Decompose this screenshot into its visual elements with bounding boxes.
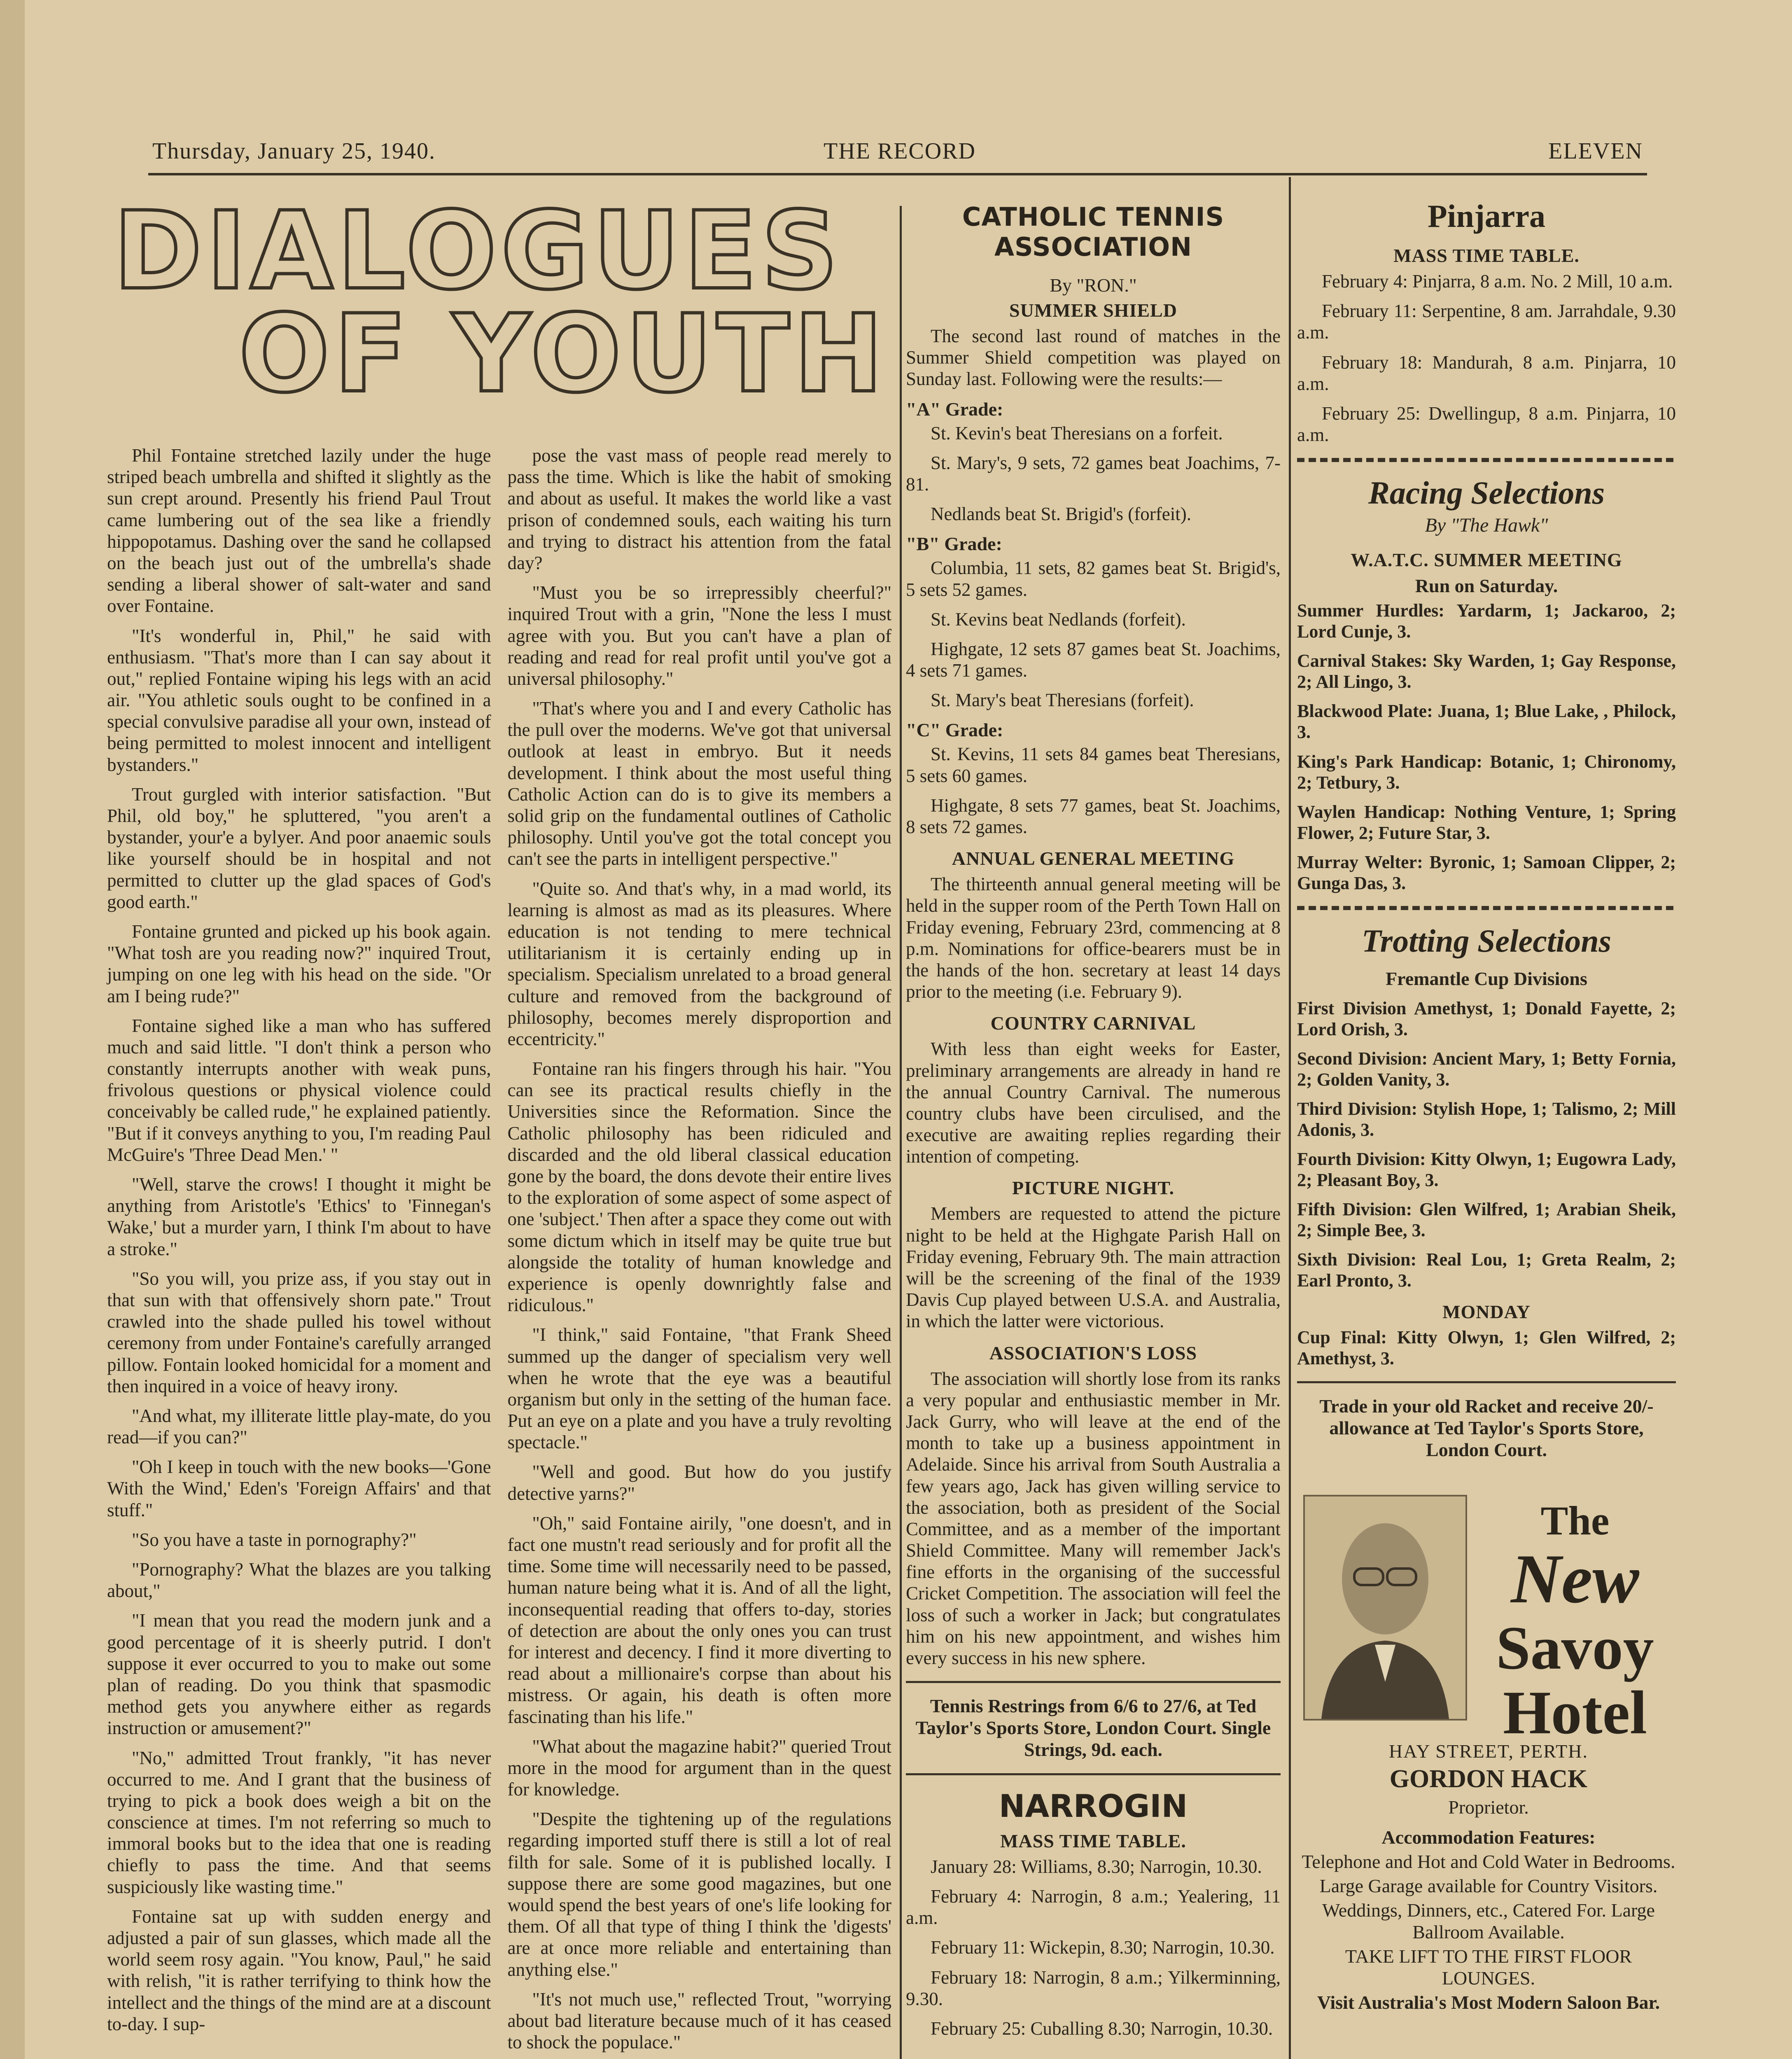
masthead-title: THE RECORD bbox=[824, 138, 976, 164]
picture-night-text: Members are requested to attend the picture night to be held at the Highgate Parish Hall on Friday evening, February 9th. The main attraction will be the screening of the final of the 1939 Davis Cup played between U.S.A. and Australia, in which the latter were victorious. bbox=[906, 1203, 1281, 1332]
paragraph: "Despite the tightening up of the regulations regarding imported stuff there is still a lot of real filth for sale. Some of it is published locally. I suppose there are some good magazines, but one would spend the best years of one's life looking for them. Of all that type of thing I think the 'digests' are at once more reliable and entertaining than anything else." bbox=[507, 1809, 891, 1980]
mass-time-line: February 4: Pinjarra, 8 a.m. No. 2 Mill, 10 a.m. bbox=[1322, 271, 1673, 292]
selection-line: Carnival Stakes: Sky Warden, 1; Gay Response, 2; All Lingo, 3. bbox=[1297, 651, 1676, 692]
selection-line: King's Park Handicap: Botanic, 1; Chironomy, 2; Tetbury, 3. bbox=[1297, 751, 1676, 793]
agm-heading: ANNUAL GENERAL MEETING bbox=[952, 848, 1235, 869]
paragraph: Fontaine grunted and picked up his book again. "What tosh are you reading now?" inquired Trout, jumping on one leg with his head on the side. "Or am I being rude?" bbox=[107, 921, 491, 1006]
divider bbox=[1297, 1381, 1676, 1383]
hotel-feature: TAKE LIFT TO THE FIRST FLOOR LOUNGES. bbox=[1345, 1946, 1632, 1989]
selection-line: Second Division: Ancient Mary, 1; Betty Fornia, 2; Golden Vanity, 3. bbox=[1297, 1048, 1676, 1090]
loss-text: The association will shortly lose from its ranks a very popular and enthusiastic member in Mr. Jack Gurry, who will leave at the end of the month to take up a business appointment in Adelaide. Since his arrival from South Australia a few years ago, Jack has given willing service to the association, both as president of the Social Committee, and as a member of the important Shield Committee. Many will remember Jack's fine efforts in the organising of the successful Cricket Competition. The association will feel the loss of such a worker in Jack; but congratulates him on his new appointment, and wishes him every success in his new sphere. bbox=[906, 1368, 1281, 1668]
loss-heading: ASSOCIATION'S LOSS bbox=[989, 1342, 1197, 1363]
selection-line: Third Division: Stylish Hope, 1; Talismo, 2; Mill Adonis, 3. bbox=[1297, 1098, 1676, 1140]
paragraph: "Oh I keep in touch with the new books—'Gone With the Wind,' Eden's 'Foreign Affairs' and that stuff." bbox=[107, 1457, 491, 1520]
mass-time-line: February 11: Wickepin, 8.30; Narrogin, 10.30. bbox=[931, 1937, 1275, 1958]
dialogues-right-column bbox=[508, 445, 892, 2059]
grade-c-label: "C" Grade: bbox=[906, 719, 1003, 741]
narrogin-subheading: MASS TIME TABLE. bbox=[1000, 1830, 1186, 1851]
hotel-name-savoy: Savoy bbox=[1496, 1613, 1654, 1682]
result-line: St. Mary's, 9 sets, 72 games beat Joachims, 7-81. bbox=[906, 452, 1281, 495]
paragraph: pose the vast mass of people read merely to pass the time. Which is like the habit of smoking and about as useful. It makes the world like a vast prison of condemned souls, each waiting his turn and trying to distract his attention from the fatal day? bbox=[507, 445, 891, 573]
racing-heading: Racing Selections bbox=[1368, 475, 1605, 511]
carnival-text: With less than eight weeks for Easter, preliminary arrangements are already in hand re the annual Country Carnival. The numerous country clubs have been circulised, and the executive are awaiting replies regarding their intention of competing. bbox=[906, 1039, 1281, 1167]
result-line: St. Kevin's beat Theresians on a forfeit. bbox=[931, 423, 1223, 444]
summer-shield-intro: The second last round of matches in the Summer Shield competition was played on Sunday last. Following were the results:— bbox=[906, 326, 1281, 390]
racing-byline: By "The Hawk" bbox=[1425, 514, 1548, 537]
masthead-page-number: ELEVEN bbox=[1548, 138, 1643, 164]
paragraph: "So you have a taste in pornography?" bbox=[132, 1529, 417, 1550]
paragraph: "That's where you and I and every Catholic has the pull over the moderns. We've got that universal outlook at least in embryo. But it needs development. I think about the most useful thing Catholic Action can do is to give its members a solid grip on the fundamental outlines of Catholic philosophy. Until you've got the total concept you can't see the parts in intelligent perspective." bbox=[507, 698, 891, 869]
result-line: Highgate, 12 sets 87 games beat St. Joachims, 4 sets 71 games. bbox=[906, 638, 1281, 681]
divider bbox=[1297, 906, 1676, 910]
proprietor-portrait bbox=[1303, 1495, 1467, 1721]
selection-line: Fifth Division: Glen Wilfred, 1; Arabian Sheik, 2; Simple Bee, 3. bbox=[1297, 1199, 1676, 1240]
result-line: St. Kevins, 11 sets 84 games beat Theresians, 5 sets 60 games. bbox=[906, 744, 1281, 786]
paragraph: "Well, starve the crows! I thought it might be anything from Aristotle's 'Ethics' to 'Finnegan's Wake,' but a murder yarn, I think I'm about to have a stroke." bbox=[107, 1174, 491, 1259]
paragraph: "Oh," said Fontaine airily, "one doesn't, and in fact one mustn't read seriously and for profit all the time. Some time will necessarily need to be passed, human nature being what it is. And of all the light, inconsequential reading that offers to-day, stories of detection are about the only ones you can trust for interest and decency. I find it more diverting to read about a millionaire's corpse than about his mistress. Or again, his death is often more fascinating than his life." bbox=[507, 1513, 891, 1727]
hotel-proprietor-label: Proprietor. bbox=[1448, 1797, 1529, 1818]
paragraph: "Well and good. But how do you justify detective yarns?" bbox=[507, 1461, 891, 1504]
hotel-feature: Telephone and Hot and Cold Water in Bedrooms. bbox=[1302, 1851, 1675, 1872]
paragraph: Trout gurgled with interior satisfaction. "But Phil, old boy," he spluttered, "you aren't a bystander, your'e a bylyer. And poor anaemic souls like yourself should be in hospital and not permitted to clutter up the glad spaces of God's good earth." bbox=[107, 784, 491, 912]
agm-text: The thirteenth annual general meeting will be held in the supper room of the Perth Town Hall on Friday evening, February 23rd, commencing at 8 p.m. Nominations for office-bearers must be in the hands of the hon. secretary at least 14 days prior to the meeting (i.e. February 9). bbox=[906, 874, 1281, 1002]
selection-line: Murray Welter: Byronic, 1; Samoan Clipper, 2; Gunga Das, 3. bbox=[1297, 852, 1676, 893]
carnival-heading: COUNTRY CARNIVAL bbox=[990, 1013, 1196, 1034]
result-line: Nedlands beat St. Brigid's (forfeit). bbox=[931, 504, 1191, 525]
paragraph: "So you will, you prize ass, if you stay out in that sun with that offensively shorn pate." Trout crawled into the shade pulled his towel without ceremony from under Fontaine's carefully arranged pillow. Fontain looked homicidal for a moment and then inquired in a voice of heavy irony. bbox=[107, 1268, 491, 1396]
racket-ad: Trade in your old Racket and receive 20/- allowance at Ted Taylor's Sports Store, London Court. bbox=[1319, 1396, 1654, 1460]
mass-time-line: January 28: Williams, 8.30; Narrogin, 10.30. bbox=[931, 1856, 1262, 1877]
selection-line: Waylen Handicap: Nothing Venture, 1; Spring Flower, 2; Future Star, 3. bbox=[1297, 801, 1676, 843]
selection-line: Fourth Division: Kitty Olwyn, 1; Eugowra Lady, 2; Pleasant Boy, 3. bbox=[1297, 1149, 1676, 1190]
mass-time-line: February 4: Narrogin, 8 a.m.; Yealering, 11 a.m. bbox=[906, 1886, 1281, 1928]
divider bbox=[906, 1773, 1281, 1775]
result-line: Highgate, 8 sets 77 games, beat St. Joachims, 8 sets 72 games. bbox=[906, 795, 1281, 837]
mass-time-line: February 25: Dwellingup, 8 a.m. Pinjarra, 10 a.m. bbox=[1297, 403, 1676, 446]
paragraph: "It's wonderful in, Phil," he said with enthusiasm. "That's more than I can say about it out," replied Fontaine wiping his legs with an acid air. "You athletic souls ought to be confined in a special convulsive paradise all your own, instead of being permitted to molest innocent and intelligent bystanders." bbox=[107, 625, 491, 775]
paragraph: "Pornography? What the blazes are you talking about," bbox=[107, 1559, 491, 1601]
hotel-features-title: Accommodation Features: bbox=[1381, 1827, 1596, 1848]
hotel-name-new: New bbox=[1511, 1540, 1639, 1618]
paragraph: "What about the magazine habit?" queried Trout more in the mood for argument than in the quest for knowledge. bbox=[507, 1736, 891, 1800]
dialogues-left-column bbox=[107, 445, 491, 2059]
picture-night-heading: PICTURE NIGHT. bbox=[1012, 1177, 1174, 1199]
divider bbox=[1297, 458, 1676, 462]
pinjarra-heading: Pinjarra bbox=[1428, 198, 1545, 234]
narrogin-heading: NARROGIN bbox=[999, 1787, 1188, 1824]
result-line: St. Mary's beat Theresians (forfeit). bbox=[931, 690, 1194, 711]
paragraph: "No," admitted Trout frankly, "it has never occurred to me. And I grant that the business of trying to pick a book does weigh a bit on the conscience at times. I'm not referring so much to immoral books but to the idea that one is reading chiefly to pass the time. And that seems suspiciously like wasting time." bbox=[107, 1747, 491, 1897]
hotel-proprietor-name: GORDON HACK bbox=[1389, 1765, 1588, 1793]
hotel-feature: Large Garage available for Country Visitors. bbox=[1319, 1875, 1658, 1896]
selection-line: Summer Hurdles: Yardarm, 1; Jackaroo, 2; Lord Cunje, 3. bbox=[1297, 600, 1676, 642]
column-rule bbox=[900, 206, 902, 2059]
selection-line: Blackwood Plate: Juana, 1; Blue Lake, , Philock, 3. bbox=[1297, 701, 1676, 742]
result-line: Columbia, 11 sets, 82 games beat St. Brigid's, 5 sets 52 games. bbox=[906, 558, 1281, 600]
hotel-feature: Visit Australia's Most Modern Saloon Bar. bbox=[1317, 1992, 1660, 2013]
paragraph: "Must you be so irrepressibly cheerful?" inquired Trout with a grin, "None the less I must agree with you. But you can't have a plan of reading and read for real profit until you've got a universal philosophy." bbox=[507, 582, 891, 689]
tennis-column bbox=[906, 198, 1281, 2039]
hotel-name-the: The bbox=[1540, 1498, 1610, 1543]
hotel-feature: Weddings, Dinners, etc., Catered For. Large Ballroom Available. bbox=[1322, 1900, 1655, 1942]
racing-meeting: W.A.T.C. SUMMER MEETING bbox=[1351, 549, 1622, 571]
hotel-info bbox=[1299, 1738, 1678, 2016]
mass-time-line: February 18: Narrogin, 8 a.m.; Yilkerminning, 9.30. bbox=[906, 1967, 1281, 2009]
savoy-hotel-ad bbox=[1299, 1482, 1678, 2059]
mass-time-line: February 11: Serpentine, 8 am. Jarrahdale, 9.30 a.m. bbox=[1297, 301, 1676, 343]
page-edge bbox=[0, 0, 25, 2059]
paragraph: Fontaine ran his fingers through his hair. "You can see its practical results chiefly in the Universities since the Reformation. Since the Catholic philosophy has been ridiculed and discarded and the old liberal classical education gone by the board, the dons devote their entire lives to the exploration of some aspect of some aspect of one 'subject.' Then after a space they come out with some dictum which in itself may be quite true but alongside the totality of human knowledge and experience is openly downrightly false and ridiculous." bbox=[507, 1058, 891, 1316]
hotel-name bbox=[1476, 1499, 1674, 1746]
grade-a-label: "A" Grade: bbox=[906, 398, 1003, 420]
selection-line: Cup Final: Kitty Olwyn, 1; Glen Wilfred, 2; Amethyst, 3. bbox=[1297, 1327, 1676, 1369]
dialogues-article bbox=[107, 189, 891, 2059]
paragraph: Fontaine sighed like a man who has suffered much and said little. "I don't think a person who constantly interrupts another with weak puns, frivolous questions or physical violence could conceivably be called rude," he explained patiently. "But if it conveys anything to you, I'm reading Paul McGuire's 'Three Dead Men.' " bbox=[107, 1015, 491, 1165]
trotting-meeting: Fremantle Cup Divisions bbox=[1386, 968, 1587, 989]
column-rule bbox=[1289, 177, 1291, 2059]
paragraph: "I mean that you read the modern junk and a good percentage of it is sheerly putrid. I don't suppose it ever occurred to you to make out some plan of reading. Do you think that spasmodic method gets you anywhere either as regards instruction or amusement?" bbox=[107, 1610, 491, 1739]
divider bbox=[906, 1681, 1281, 1683]
summer-shield-heading: SUMMER SHIELD bbox=[1009, 300, 1177, 321]
racing-day: Run on Saturday. bbox=[1415, 575, 1558, 597]
paragraph: "And what, my illiterate little play-mate, do you read—if you can?" bbox=[107, 1405, 491, 1448]
monday-heading: MONDAY bbox=[1442, 1301, 1531, 1323]
hotel-name-hotel: Hotel bbox=[1503, 1678, 1647, 1747]
mass-time-line: February 25: Cuballing 8.30; Narrogin, 10.30. bbox=[931, 2018, 1273, 2039]
tennis-byline: By "RON." bbox=[1050, 275, 1137, 296]
headline-dialogues: DIALOGUES bbox=[113, 189, 842, 313]
selection-line: First Division Amethyst, 1; Donald Fayette, 2; Lord Orish, 3. bbox=[1297, 998, 1676, 1039]
headline-of-youth: OF YOUTH bbox=[238, 292, 887, 416]
paragraph: "It's not much use," reflected Trout, "worrying about bad literature because much of it has ceased to shock the populace." bbox=[507, 1989, 891, 2053]
result-line: St. Kevins beat Nedlands (forfeit). bbox=[931, 609, 1186, 630]
masthead bbox=[148, 119, 1647, 175]
grade-b-label: "B" Grade: bbox=[906, 533, 1002, 555]
pinjarra-subheading: MASS TIME TABLE. bbox=[1393, 245, 1580, 266]
masthead-date: Thursday, January 25, 1940. bbox=[152, 138, 436, 164]
paragraph: "Quite so. And that's why, in a mad world, its learning is almost as mad as its pleasures. Where education is not tending to mere technical utilitarianism it is certainly ending up in specialism. Specialism unrelated to a broad general culture and removed from the background of philosophy, becomes merely disproportion and eccentricity." bbox=[507, 878, 891, 1049]
mass-time-line: February 18: Mandurah, 8 a.m. Pinjarra, 10 a.m. bbox=[1297, 352, 1676, 394]
restring-ad: Tennis Restrings from 6/6 to 27/6, at Ted Taylor's Sports Store, London Court. Single Strings, 9d. each. bbox=[915, 1695, 1271, 1760]
paragraph: Phil Fontaine stretched lazily under the huge striped beach umbrella and shifted it slightly as the sun crept around. Presently his friend Paul Trout came lumbering out of the sea like a friendly hippopotamus. Dashing over the sand he collapsed on the beach just out of the umbrella's shade sending a liberal shower of salt-water and sand over Fontaine. bbox=[107, 445, 491, 616]
trotting-selections-heading: Trotting Selections bbox=[1362, 922, 1611, 959]
hotel-address: HAY STREET, PERTH. bbox=[1389, 1741, 1588, 1762]
paragraph: Fontaine sat up with sudden energy and adjusted a pair of sun glasses, which made all the world seem rosy again. "You know, Paul," he said with relish, "it is rather terrifying to think how the intellect and the things of the mind are at a discount to-day. I sup- bbox=[107, 1906, 491, 2034]
paragraph: "I think," said Fontaine, "that Frank Sheed summed up the danger of specialism very well when he wrote that the eye was a beautiful organism but only in the setting of the human face. Put an eye on a plate and you have a truly revolting spectacle." bbox=[507, 1324, 891, 1453]
tennis-heading: CATHOLIC TENNIS ASSOCIATION bbox=[962, 202, 1225, 262]
selection-line: Sixth Division: Real Lou, 1; Greta Realm, 2; Earl Pronto, 3. bbox=[1297, 1249, 1676, 1291]
